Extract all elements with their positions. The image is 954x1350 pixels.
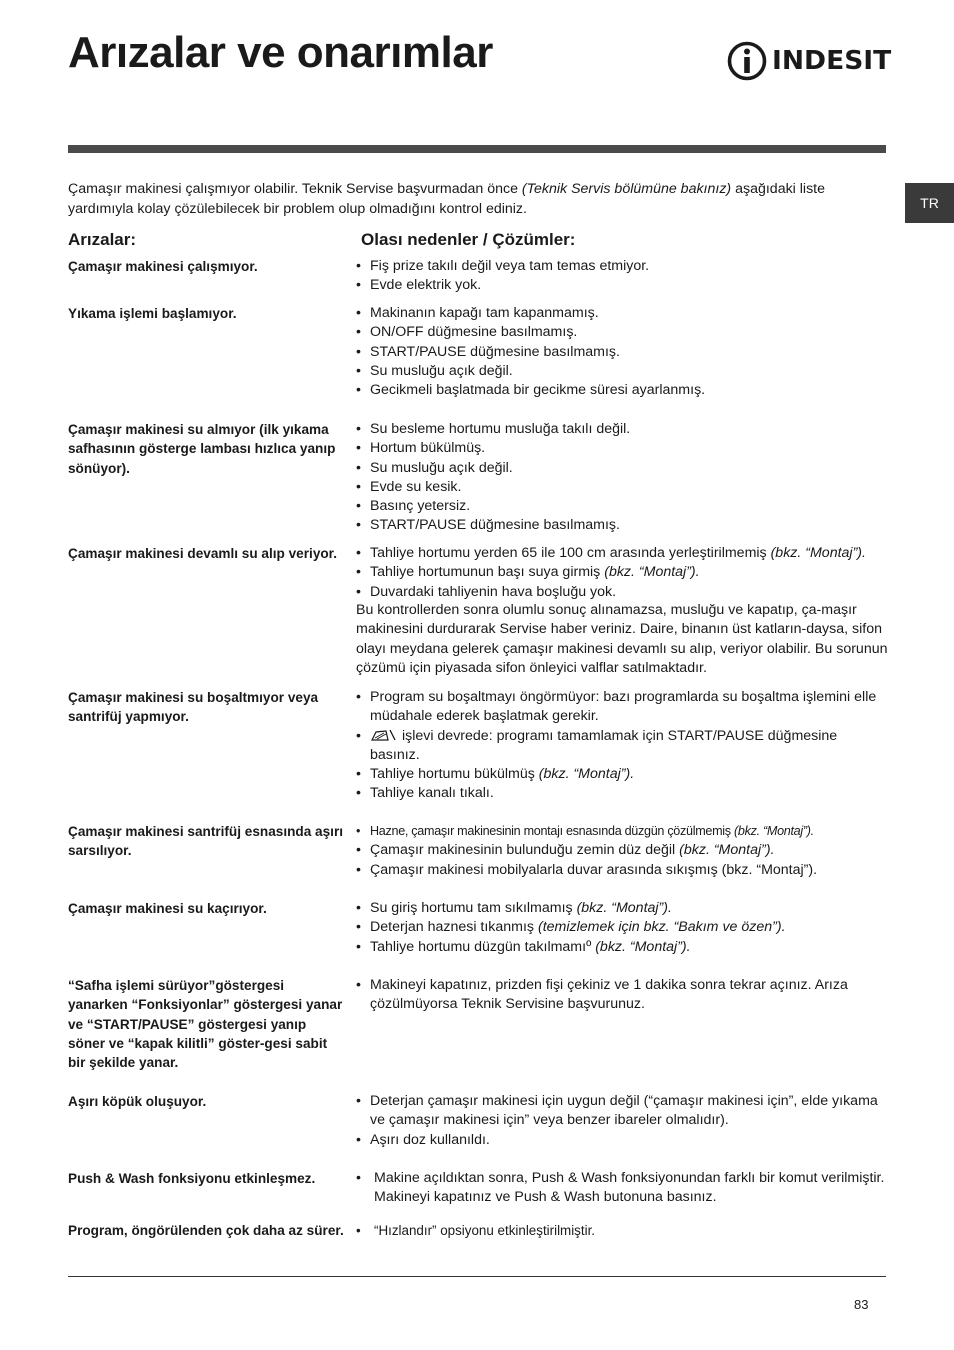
cause-item: • ON/OFF düğmesine basılmamış. <box>356 323 888 342</box>
cause-item: • Tahliye hortumu yerden 65 ile 100 cm arasında yerleştirilmemiş (bkz. “Montaj”). <box>356 544 888 563</box>
cause-item: • Basınç yetersiz. <box>356 497 888 516</box>
cause-item: • Aşırı doz kullanıldı. <box>356 1131 888 1150</box>
cause-item: • Program su boşaltmayı öngörmüyor: bazı programlarda su boşaltma işlemini elle müdahale ederek başlatmak gerekir. <box>356 688 888 727</box>
page-title: Arızalar ve onarımlar <box>68 28 493 77</box>
column-header-solutions: Olası nedenler / Çözümler: <box>361 230 576 249</box>
cause-item: • START/PAUSE düğmesine basılmamış. <box>356 343 888 362</box>
cause-list <box>356 257 888 296</box>
cause-list <box>356 1169 888 1208</box>
cause-list <box>356 1221 888 1240</box>
cause-list <box>356 976 888 1015</box>
cause-list <box>356 688 888 804</box>
brand-logo <box>726 40 892 82</box>
header-rule <box>68 145 886 153</box>
cause-item: • Duvardaki tahliyenin hava boşluğu yok. <box>356 583 888 602</box>
problem-label: Çamaşır makinesi çalışmıyor. <box>68 259 258 274</box>
problem-label: Çamaşır makinesi su almıyor (ilk yıkama safhasının gösterge lambası hızlıca yanıp sönüyor). <box>68 422 336 476</box>
cause-item: • Su besleme hortumu musluğa takılı değil. <box>356 420 888 439</box>
cause-item: • Su musluğu açık değil. <box>356 459 888 478</box>
cause-item: • Fiş prize takılı değil veya tam temas etmiyor. <box>356 257 888 276</box>
cause-item: • Su giriş hortumu tam sıkılmamış (bkz. “Montaj”). <box>356 899 888 918</box>
cause-list <box>356 544 888 602</box>
note-paragraph: Bu kontrollerden sonra olumlu sonuç alınamazsa, musluğu ve kapatıp, ça-maşır makinesini durdurarak Servise haber veriniz. Daire, binanın üst katların-daysa, sifon olayı meydana gelerek çamaşır makinesi devamlı su alıp, veriyor olabilir. Bu sorunun çözümü için piyasada sifon önleyici valflar satılmaktadır. <box>356 602 888 676</box>
cause-item: • Evde elektrik yok. <box>356 276 888 295</box>
cause-item: • START/PAUSE düğmesine basılmamış. <box>356 516 888 535</box>
cause-list <box>356 304 888 400</box>
cause-item: • işlevi devrede: programı tamamlamak için START/PAUSE düğmesine basınız. <box>356 727 888 766</box>
cause-item: • Tahliye hortumunun başı suya girmiş (bkz. “Montaj”). <box>356 563 888 582</box>
problem-label: Program, öngörülenden çok daha az sürer. <box>68 1223 344 1238</box>
cause-item: • Su musluğu açık değil. <box>356 362 888 381</box>
cause-item: • Hortum bükülmüş. <box>356 439 888 458</box>
cause-list <box>356 420 888 536</box>
cause-item: • Çamaşır makinesi mobilyalarla duvar arasında sıkışmış (bkz. “Montaj”). <box>356 861 888 880</box>
cause-item: • Deterjan çamaşır makinesi için uygun değil (“çamaşır makinesi için”, elde yıkama ve çamaşır makinesi için” veya benzer ibareler olmalıdır). <box>356 1092 888 1131</box>
problem-label: Yıkama işlemi başlamıyor. <box>68 306 237 321</box>
cause-item: • Hazne, çamaşır makinesinin montajı esnasında düzgün çözülmemiş (bkz. “Montaj”). <box>356 822 888 841</box>
cause-item: • Evde su kesik. <box>356 478 888 497</box>
indesit-logo-icon <box>726 40 768 82</box>
cause-item: • Çamaşır makinesinin bulunduğu zemin düz değil (bkz. “Montaj”). <box>356 841 888 860</box>
intro-text: Çamaşır makinesi çalışmıyor olabilir. Teknik Servise başvurmadan önce (Teknik Servis bölümüne bakınız) aşağıdaki liste yardımıyla kolay çözülebilecek bir problem olup olmadığını kontrol ediniz. <box>68 181 826 217</box>
cause-item: • Deterjan haznesi tıkanmış (temizlemek için bkz. “Bakım ve özen”). <box>356 918 888 937</box>
iron-icon <box>370 728 396 742</box>
problem-label: “Safha işlemi sürüyor”göstergesi yanarken “Fonksiyonlar” göstergesi yanar ve “START/PAUSE” göstergesi yanıp söner ve “kapak kilitli” göster-gesi sabit bir şekilde yanar. <box>68 978 343 1071</box>
brand-name: INDESIT <box>772 46 892 76</box>
cause-list <box>356 899 888 957</box>
problem-label: Aşırı köpük oluşuyor. <box>68 1094 207 1109</box>
problem-label: Push & Wash fonksiyonu etkinleşmez. <box>68 1171 316 1186</box>
cause-item: • “Hızlandır” opsiyonu etkinleştirilmiştir. <box>356 1221 888 1240</box>
cause-item: • Makine açıldıktan sonra, Push & Wash fonksiyonundan farklı bir komut verilmiştir. Makineyi kapatınız ve Push & Wash butonuna basınız. <box>356 1169 888 1208</box>
page-number: 83 <box>854 1297 869 1312</box>
problem-label: Çamaşır makinesi su kaçırıyor. <box>68 901 267 916</box>
problem-label: Çamaşır makinesi santrifüj esnasında aşırı sarsılıyor. <box>68 824 344 859</box>
problem-label: Çamaşır makinesi devamlı su alıp veriyor. <box>68 546 337 561</box>
cause-item: • Makinanın kapağı tam kapanmamış. <box>356 304 888 323</box>
language-tab: TR <box>905 183 954 223</box>
cause-list <box>356 1092 888 1150</box>
column-header-problems: Arızalar: <box>68 230 137 249</box>
problem-label: Çamaşır makinesi su boşaltmıyor veya santrifüj yapmıyor. <box>68 690 319 725</box>
cause-item: • Tahliye kanalı tıkalı. <box>356 784 888 803</box>
cause-item: • Tahliye hortumu bükülmüş (bkz. “Montaj”). <box>356 765 888 784</box>
cause-list <box>356 822 888 880</box>
footer-rule <box>68 1276 886 1277</box>
cause-item: • Gecikmeli başlatmada bir gecikme süresi ayarlanmış. <box>356 381 888 400</box>
cause-item: • Tahliye hortumu düzgün takılmamıº (bkz. “Montaj”). <box>356 938 888 957</box>
cause-item: • Makineyi kapatınız, prizden fişi çekiniz ve 1 dakika sonra tekrar açınız. Arıza çözülmüyorsa Teknik Servisine başvurunuz. <box>356 976 888 1015</box>
